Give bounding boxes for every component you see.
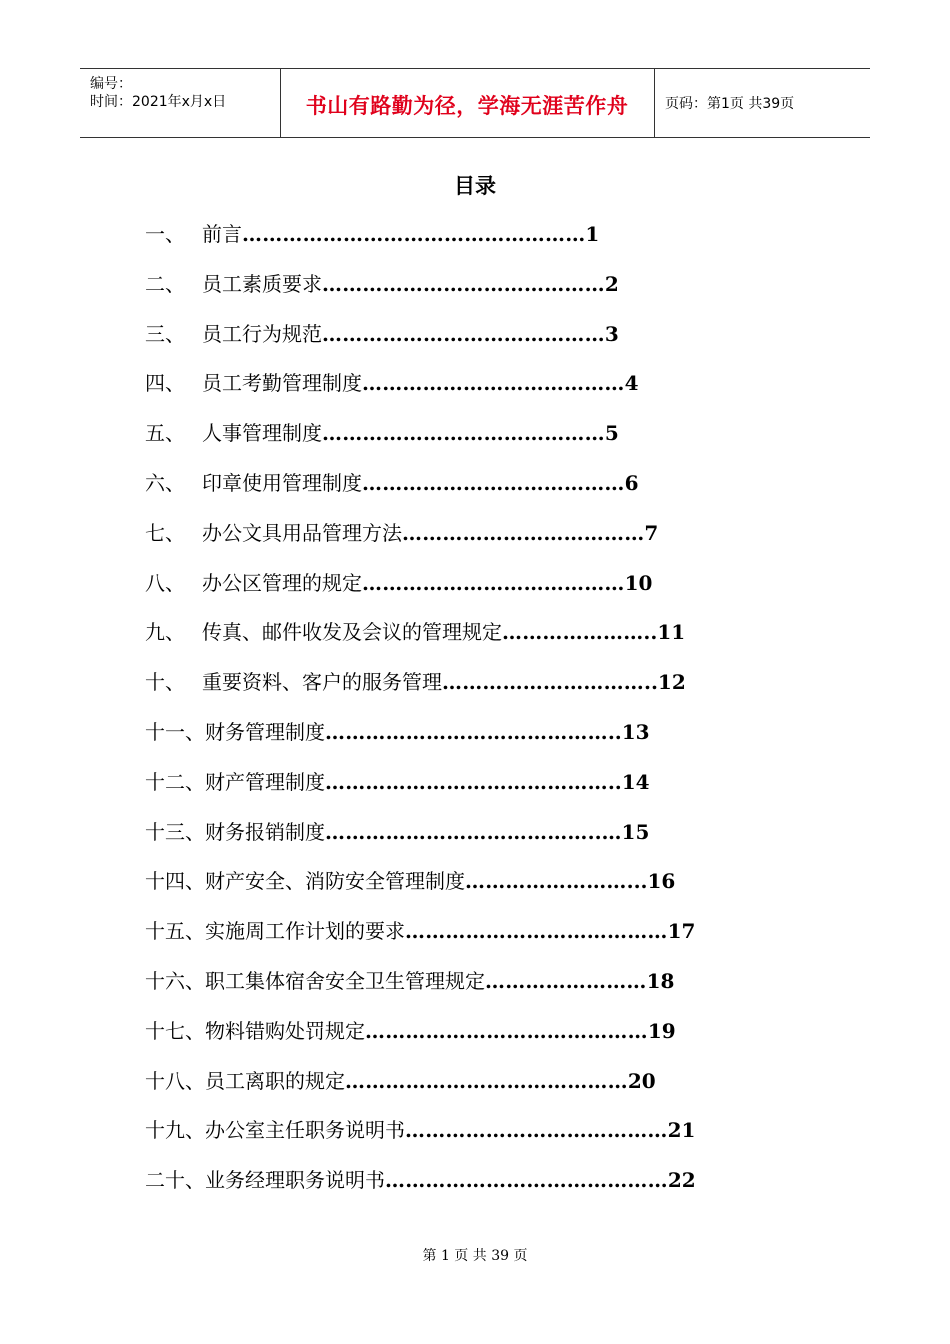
toc-leader-dots: ………………………………… [362, 371, 625, 396]
toc-entry-number: 十八、 [145, 1068, 205, 1093]
toc-entry[interactable] [145, 561, 735, 611]
toc-entry-number: 三、 [145, 321, 185, 346]
toc-entry-label: 员工考勤管理制度 [202, 371, 362, 396]
toc-entry-label: 业务经理职务说明书 [205, 1168, 385, 1193]
toc-entry-page: 10 [624, 570, 653, 595]
toc-entry-page: 17 [667, 919, 696, 944]
doc-code-label: 编号： [90, 76, 132, 92]
toc-entry-page: 1 [585, 222, 600, 246]
toc-entry-label: 前言 [202, 222, 242, 246]
toc-entry-page: ..…15 [587, 819, 650, 844]
toc-entry[interactable] [145, 1158, 735, 1208]
toc-entry-label: 物料错购处罚规定 [205, 1018, 365, 1043]
toc-entry-page: ..13 [607, 719, 650, 744]
toc-entry-number: 二十、 [145, 1168, 205, 1193]
toc-entry-label: 印章使用管理制度 [202, 470, 362, 495]
toc-entry-number: 八、 [145, 570, 185, 595]
toc-entry-label: 办公文具用品管理方法 [202, 520, 402, 545]
toc-entry-page: 21 [667, 1118, 696, 1143]
toc-leader-dots: …………………………………… [345, 1068, 628, 1093]
toc-entry[interactable] [145, 810, 735, 860]
toc-entry-number: 十、 [145, 670, 185, 695]
toc-entry-number: 十二、 [145, 769, 205, 794]
toc-entry[interactable] [145, 312, 735, 362]
toc-leader-dots: ………………………………… [362, 570, 625, 595]
table-of-contents [145, 212, 735, 1208]
toc-entry[interactable] [145, 262, 735, 312]
toc-entry-label: 人事管理制度 [202, 421, 322, 446]
header-slogan-cell [280, 69, 655, 137]
toc-entry[interactable] [145, 1059, 735, 1109]
toc-leader-dots: ………………………………… [325, 819, 588, 844]
toc-entry[interactable] [145, 461, 735, 511]
toc-entry[interactable] [145, 411, 735, 461]
toc-leader-dots: ………………………………… [405, 919, 668, 944]
toc-entry-label: 传真、邮件收发及会议的管理规定 [202, 620, 502, 645]
toc-entry-page: ..14 [607, 769, 650, 794]
toc-entry-number: 四、 [145, 371, 185, 396]
toc-entry-page: 6 [624, 470, 639, 495]
toc-leader-dots: ……………………………… [402, 520, 645, 545]
toc-entry-number: 十四、 [145, 869, 205, 894]
toc-leader-dots: …………………………………… [322, 421, 605, 446]
toc-entry[interactable] [145, 760, 735, 810]
header-page-info: 页码：第1页 共39页 [665, 96, 795, 112]
toc-entry[interactable] [145, 660, 735, 710]
toc-entry[interactable] [145, 610, 735, 660]
toc-entry-number: 七、 [145, 520, 185, 545]
toc-entry-number: 五、 [145, 421, 185, 446]
toc-entry-page: ..12 [644, 670, 686, 695]
toc-entry-page: 20 [627, 1068, 656, 1093]
toc-entry-number: 十五、 [145, 919, 205, 944]
toc-entry[interactable] [145, 361, 735, 411]
toc-entry[interactable] [145, 959, 735, 1009]
toc-leader-dots: …………………………………… [325, 769, 608, 794]
toc-entry-page: 18 [646, 968, 675, 993]
toc-entry-number: 九、 [145, 620, 185, 645]
toc-entry-label: 财务报销制度 [205, 819, 325, 844]
toc-leader-dots: …………………………………… [325, 719, 608, 744]
toc-entry-label: 重要资料、客户的服务管理 [202, 670, 442, 695]
toc-entry-number: 十九、 [145, 1118, 205, 1143]
toc-entry-page: ...16 [626, 869, 676, 894]
toc-entry-label: 办公区管理的规定 [202, 570, 362, 595]
header-slogan: 书山有路勤为径，学海无涯苦作舟 [305, 94, 629, 118]
toc-entry-label: 财产安全、消防安全管理制度 [205, 869, 465, 894]
toc-entry-label: 员工离职的规定 [205, 1068, 345, 1093]
toc-entry-page: 19 [647, 1018, 676, 1043]
toc-entry-label: 职工集体宿舍安全卫生管理规定 [205, 968, 485, 993]
toc-leader-dots: …………………………………… [385, 1168, 668, 1193]
toc-leader-dots: …………………………………… [322, 321, 605, 346]
toc-entry-label: 财务管理制度 [205, 719, 325, 744]
toc-entry-page: 7 [644, 520, 659, 545]
toc-entry[interactable] [145, 909, 735, 959]
toc-entry-number: 十一、 [145, 719, 205, 744]
toc-entry[interactable] [145, 1108, 735, 1158]
toc-entry-page: 22 [667, 1168, 696, 1193]
toc-entry-page: 3 [604, 321, 619, 346]
toc-entry[interactable] [145, 1009, 735, 1059]
toc-leader-dots: ………………… [502, 620, 644, 645]
toc-entry[interactable] [145, 710, 735, 760]
header-meta-cell [80, 69, 281, 137]
toc-entry[interactable] [145, 511, 735, 561]
toc-entry-page: 2 [604, 271, 619, 296]
toc-entry-number: 十七、 [145, 1018, 205, 1043]
toc-leader-dots: …………………………………… [365, 1018, 648, 1043]
toc-entry-label: 员工行为规范 [202, 321, 322, 346]
toc-leader-dots: …………………… [485, 968, 647, 993]
toc-entry[interactable] [145, 212, 735, 262]
toc-leader-dots: ………………………………… [362, 470, 625, 495]
doc-date-label: 时间：2021年x月x日 [90, 94, 227, 110]
toc-entry-label: 财产管理制度 [205, 769, 325, 794]
toc-entry[interactable] [145, 859, 735, 909]
toc-entry-number: 一、 [145, 222, 185, 246]
toc-leader-dots: …………………… [465, 869, 627, 894]
header-page-cell [655, 69, 870, 137]
toc-entry-page: ..11 [643, 620, 686, 645]
toc-entry-label: 实施周工作计划的要求 [205, 919, 405, 944]
page-header [80, 68, 870, 138]
toc-entry-label: 员工素质要求 [202, 271, 322, 296]
toc-entry-page: 5 [604, 421, 619, 446]
toc-entry-page: 4 [624, 371, 639, 396]
toc-leader-dots: ………………………… [442, 670, 644, 695]
toc-entry-label: 办公室主任职务说明书 [205, 1118, 405, 1143]
toc-leader-dots: …………………………………… [322, 271, 605, 296]
toc-leader-dots: ………………………………… [405, 1118, 668, 1143]
page-footer: 第 1 页 共 39 页 [422, 1248, 528, 1264]
toc-title: 目录 [454, 174, 496, 198]
toc-entry-number: 十三、 [145, 819, 205, 844]
toc-entry-number: 十六、 [145, 968, 205, 993]
toc-entry-number: 二、 [145, 271, 185, 296]
toc-entry-number: 六、 [145, 470, 185, 495]
toc-leader-dots: …………………………………………… [242, 222, 586, 246]
